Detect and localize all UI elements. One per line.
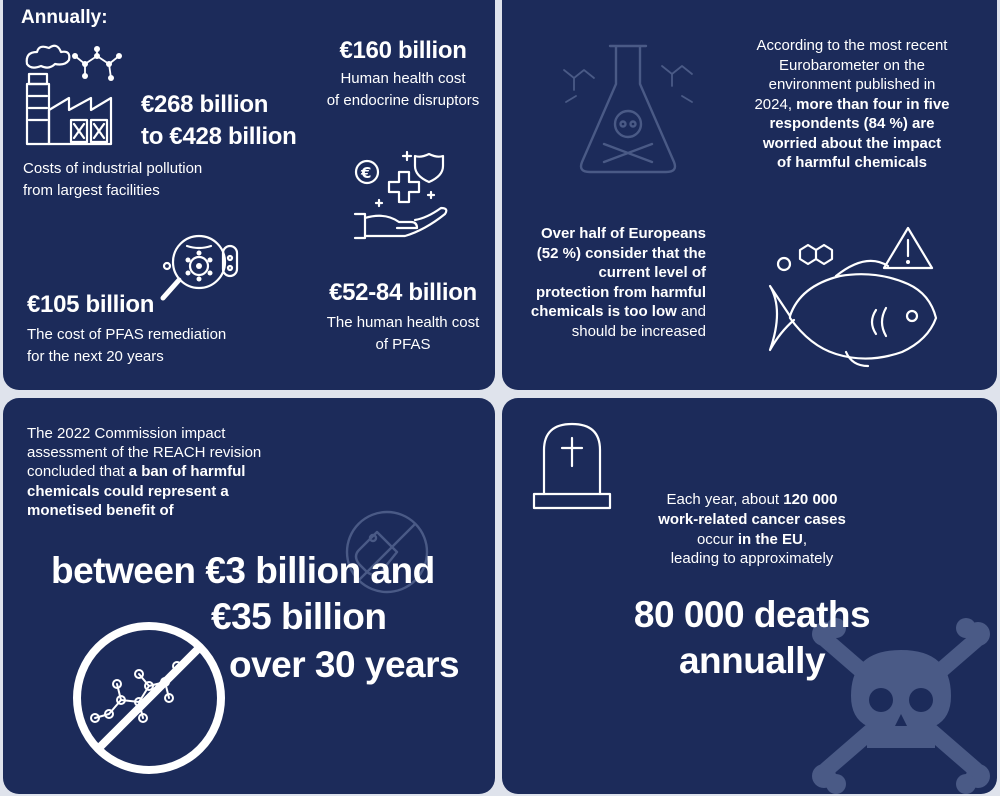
desc-pfas-health: The human health cost xyxy=(326,314,480,331)
stat-pfas-remediation: €105 billion xyxy=(27,291,155,318)
reach-line: monetised benefit of xyxy=(27,501,174,519)
reach-line: The 2022 Commission impact xyxy=(27,425,226,442)
benefit-big-line3: over 30 years xyxy=(229,644,460,685)
survey-line: respondents (84 %) are xyxy=(769,115,935,132)
cancer-text-bold: in the EU xyxy=(737,530,803,548)
panel-cancer-deaths xyxy=(502,398,997,794)
health-hand-icon xyxy=(353,148,453,242)
ban-chemicals-icon xyxy=(69,618,229,778)
pfas-magnifier-icon xyxy=(157,232,247,306)
stat-industrial-pollution-line2: to €428 billion xyxy=(141,123,297,150)
desc-industrial-pollution: Costs of industrial pollution xyxy=(23,160,203,177)
cancer-line: work-related cancer cases xyxy=(658,510,846,528)
benefit-big-line2: €35 billion xyxy=(211,596,387,637)
protection-text xyxy=(502,224,706,341)
stat-industrial-pollution: €268 billion xyxy=(141,91,269,118)
deaths-big-line1: 80 000 deaths xyxy=(633,594,871,635)
reach-text-normal: concluded that xyxy=(27,463,129,481)
desc-pfas-remediation: The cost of PFAS remediation xyxy=(27,326,227,343)
cancer-text-bold: 120 000 xyxy=(783,491,838,508)
stat-pfas-health: €52-84 billion xyxy=(329,279,477,306)
protection-line: (52 %) consider that the xyxy=(536,244,706,262)
cancer-text-normal: Each year, about xyxy=(666,491,784,508)
protection-line xyxy=(502,302,706,322)
reach-line: assessment of the REACH revision xyxy=(27,444,262,462)
cancer-text-normal: , xyxy=(802,530,808,548)
reach-line xyxy=(27,462,261,481)
benefit-big-line1: between €3 billion and xyxy=(51,550,435,591)
desc-endocrine: Human health cost xyxy=(340,70,466,87)
panel-heading: Annually: xyxy=(21,7,108,28)
protection-line: current level of xyxy=(598,264,706,281)
cancer-line: leading to approximately xyxy=(670,550,834,568)
survey-text-bold: more than four in five xyxy=(796,95,950,113)
survey-line: environment published in xyxy=(768,76,936,93)
svg-text:€: € xyxy=(361,164,372,182)
desc-endocrine-line2: of endocrine disruptors xyxy=(326,92,480,109)
reach-line: chemicals could represent a xyxy=(27,482,229,500)
reach-text xyxy=(27,424,261,520)
panel-annual-costs xyxy=(3,0,495,390)
survey-line: Eurobarometer on the xyxy=(779,56,925,74)
survey-line: According to the most recent xyxy=(756,37,948,54)
cancer-line xyxy=(592,490,912,510)
molecule-icon xyxy=(71,48,123,84)
survey-line xyxy=(724,95,980,115)
desc-pfas-health-line2: of PFAS xyxy=(375,336,431,353)
survey-line: of harmful chemicals xyxy=(776,154,928,171)
survey-text-normal: 2024, xyxy=(754,95,797,113)
panel-reach-benefit xyxy=(3,398,495,794)
survey-line: worried about the impact xyxy=(762,134,942,152)
cancer-text-normal: occur xyxy=(696,530,738,548)
contaminated-fish-icon xyxy=(766,224,946,374)
desc-industrial-pollution-line2: from largest facilities xyxy=(23,182,160,199)
toxic-flask-icon xyxy=(558,40,698,180)
survey-text xyxy=(724,36,980,173)
panel-eurobarometer xyxy=(502,0,997,390)
deaths-big-line2: annually xyxy=(678,640,826,681)
desc-pfas-remediation-line2: for the next 20 years xyxy=(27,348,164,365)
protection-text-normal: and xyxy=(676,303,706,320)
cancer-text xyxy=(592,490,912,569)
reach-text-bold: a ban of harmful xyxy=(128,463,246,481)
cancer-line xyxy=(592,530,912,550)
protection-line: should be increased xyxy=(571,322,706,340)
protection-line: Over half of Europeans xyxy=(540,225,706,242)
protection-text-bold: chemicals is too low xyxy=(530,303,677,320)
protection-line: protection from harmful xyxy=(535,283,706,301)
stat-endocrine: €160 billion xyxy=(339,37,467,64)
